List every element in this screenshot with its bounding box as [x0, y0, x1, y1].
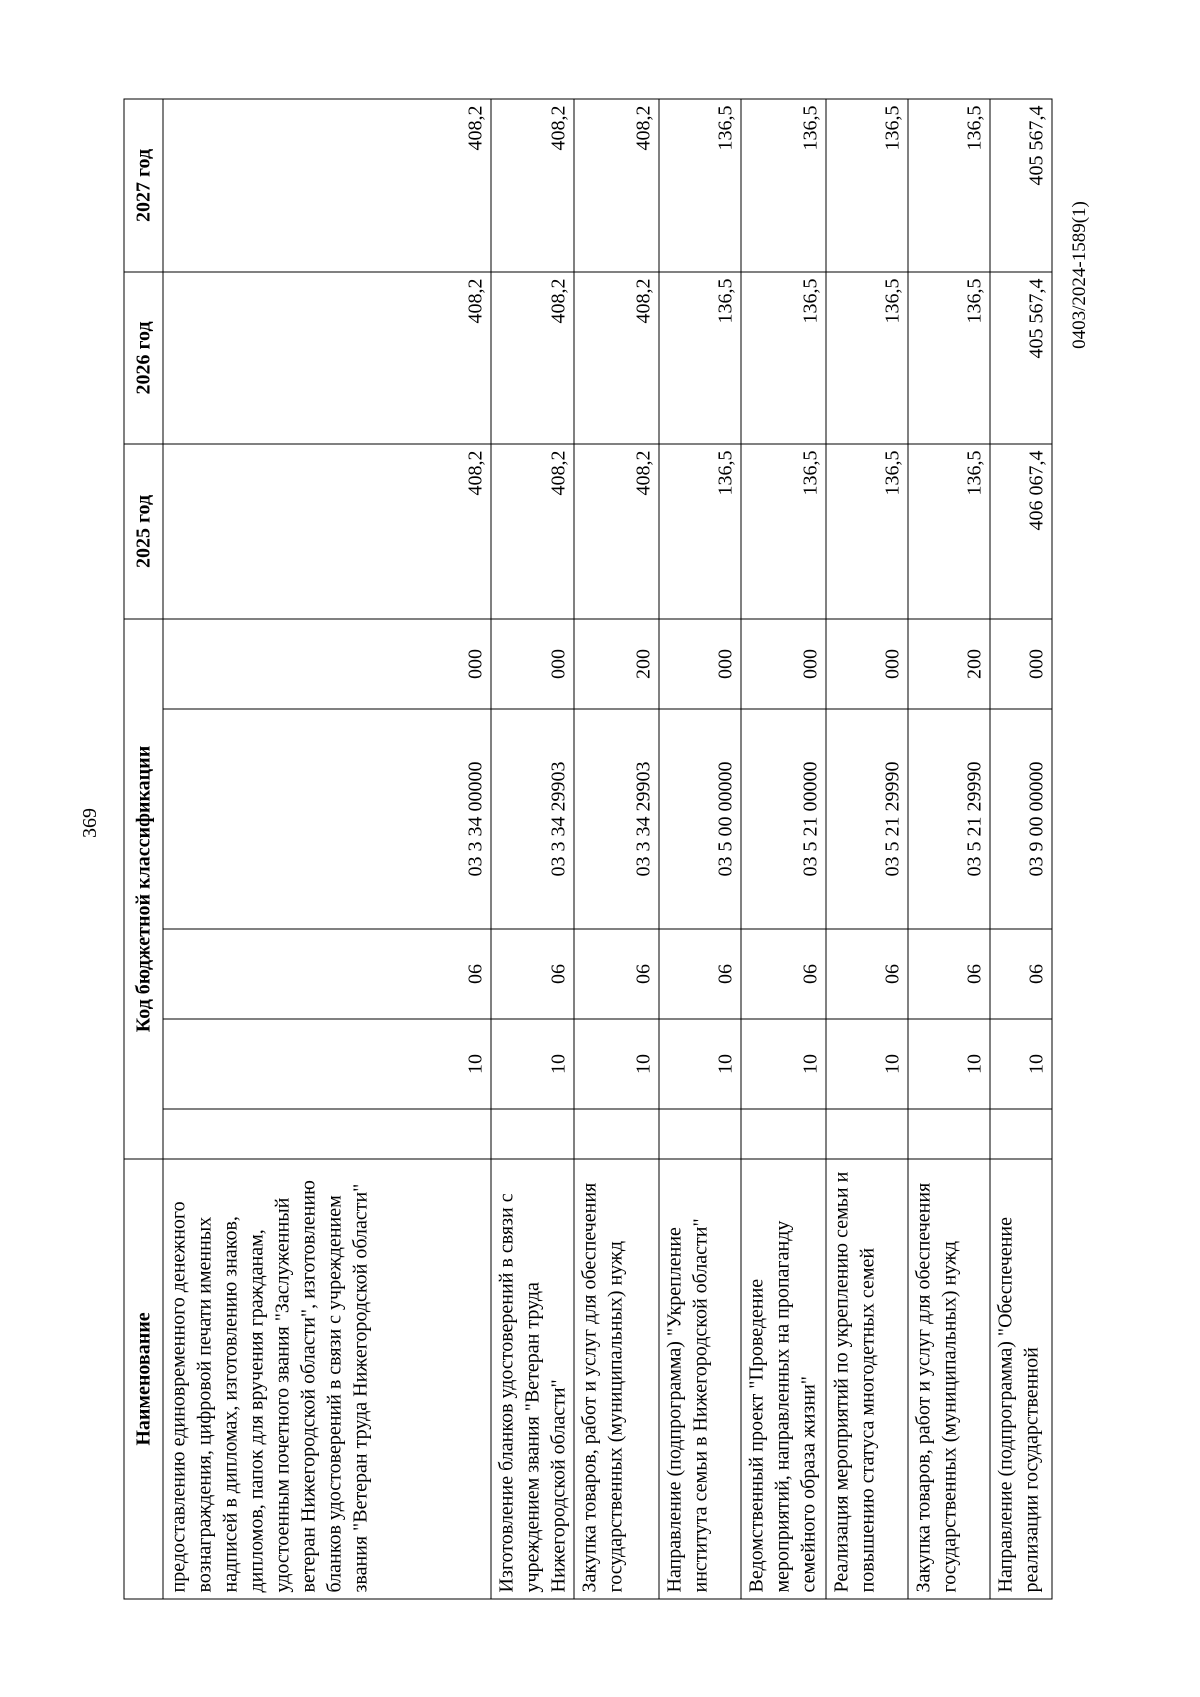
code-expense-type: 000 [491, 619, 574, 709]
table-row [990, 99, 1052, 1599]
page-number: 369 [79, 808, 101, 838]
code-spacer [659, 1109, 741, 1159]
value-2025: 408,2 [491, 444, 574, 619]
code-spacer [163, 1109, 491, 1159]
code-section: 10 [826, 1019, 908, 1109]
code-section: 10 [741, 1019, 826, 1109]
value-2025: 406 067,4 [990, 444, 1052, 619]
value-2025: 136,5 [741, 444, 826, 619]
code-target: 03 5 21 29990 [908, 709, 990, 929]
code-spacer [908, 1109, 990, 1159]
value-2027: 136,5 [659, 99, 741, 272]
table-row [163, 99, 491, 1599]
header-name: Наименование [124, 1159, 163, 1599]
header-code: Код бюджетной классификации [124, 619, 163, 1159]
code-expense-type: 000 [659, 619, 741, 709]
code-target: 03 3 34 29903 [491, 709, 574, 929]
table-row [574, 99, 659, 1599]
code-spacer [741, 1109, 826, 1159]
code-subsection: 06 [908, 929, 990, 1019]
row-name: Закупка товаров, работ и услуг для обеспечения государственных (муниципальных) нужд [908, 1159, 990, 1599]
value-2027: 136,5 [908, 99, 990, 272]
code-expense-type: 000 [826, 619, 908, 709]
code-target: 03 5 21 29990 [826, 709, 908, 929]
code-target: 03 3 34 29903 [574, 709, 659, 929]
code-target: 03 9 00 00000 [990, 709, 1052, 929]
value-2027: 136,5 [826, 99, 908, 272]
table-row [491, 99, 574, 1599]
value-2026: 136,5 [908, 272, 990, 444]
value-2027: 408,2 [574, 99, 659, 272]
code-subsection: 06 [574, 929, 659, 1019]
code-target: 03 3 34 00000 [163, 709, 491, 929]
value-2026: 408,2 [491, 272, 574, 444]
code-expense-type: 000 [163, 619, 491, 709]
code-expense-type: 000 [741, 619, 826, 709]
header-2025: 2025 год [124, 444, 163, 619]
table-row [826, 99, 908, 1599]
budget-table-container [124, 100, 1048, 1600]
table-row [908, 99, 990, 1599]
value-2025: 408,2 [163, 444, 491, 619]
code-subsection: 06 [826, 929, 908, 1019]
code-section: 10 [908, 1019, 990, 1109]
code-subsection: 06 [659, 929, 741, 1019]
row-name: Ведомственный проект "Проведение мероприятий, направленных на пропаганду семейного образа жизни" [741, 1159, 826, 1599]
value-2026: 136,5 [826, 272, 908, 444]
code-section: 10 [163, 1019, 491, 1109]
code-section: 10 [990, 1019, 1052, 1109]
code-subsection: 06 [491, 929, 574, 1019]
value-2027: 408,2 [491, 99, 574, 272]
row-name: Направление (подпрограмма) "Укрепление института семьи в Нижегородской области" [659, 1159, 741, 1599]
value-2026: 405 567,4 [990, 272, 1052, 444]
row-name: предоставлению единовременного денежного вознаграждения, цифровой печати именных надписей в дипломах, изготовлению знаков, дипломов, папок для вручения гражданам, удостоенным почетного звания "Заслуженный ветеран Нижегородской области", изготовлению бланков удостоверений в связи с учреждением звания "Ветеран труда Нижегородской области" [163, 1159, 491, 1599]
budget-table [124, 98, 1053, 1599]
code-expense-type: 200 [574, 619, 659, 709]
value-2026: 136,5 [659, 272, 741, 444]
code-target: 03 5 00 00000 [659, 709, 741, 929]
code-expense-type: 200 [908, 619, 990, 709]
table-row [659, 99, 741, 1599]
value-2025: 408,2 [574, 444, 659, 619]
value-2026: 136,5 [741, 272, 826, 444]
code-spacer [826, 1109, 908, 1159]
code-target: 03 5 21 00000 [741, 709, 826, 929]
value-2027: 408,2 [163, 99, 491, 272]
row-name: Реализация мероприятий по укреплению семьи и повышению статуса многодетных семей [826, 1159, 908, 1599]
code-expense-type: 000 [990, 619, 1052, 709]
code-spacer [990, 1109, 1052, 1159]
value-2026: 408,2 [574, 272, 659, 444]
code-spacer [574, 1109, 659, 1159]
code-section: 10 [659, 1019, 741, 1109]
row-name: Закупка товаров, работ и услуг для обеспечения государственных (муниципальных) нужд [574, 1159, 659, 1599]
code-section: 10 [491, 1019, 574, 1109]
document-code: 0403/2024-1589(1) [1069, 201, 1090, 349]
code-subsection: 06 [990, 929, 1052, 1019]
row-name: Изготовление бланков удостоверений в связи с учреждением звания "Ветеран труда Нижегородской области" [491, 1159, 574, 1599]
code-spacer [491, 1109, 574, 1159]
row-name: Направление (подпрограмма) "Обеспечение реализации государственной [990, 1159, 1052, 1599]
header-2026: 2026 год [124, 272, 163, 444]
value-2025: 136,5 [908, 444, 990, 619]
code-subsection: 06 [163, 929, 491, 1019]
value-2026: 408,2 [163, 272, 491, 444]
table-header-row [124, 99, 163, 1599]
header-2027: 2027 год [124, 99, 163, 272]
table-row [741, 99, 826, 1599]
code-section: 10 [574, 1019, 659, 1109]
value-2027: 405 567,4 [990, 99, 1052, 272]
value-2025: 136,5 [659, 444, 741, 619]
value-2025: 136,5 [826, 444, 908, 619]
value-2027: 136,5 [741, 99, 826, 272]
code-subsection: 06 [741, 929, 826, 1019]
